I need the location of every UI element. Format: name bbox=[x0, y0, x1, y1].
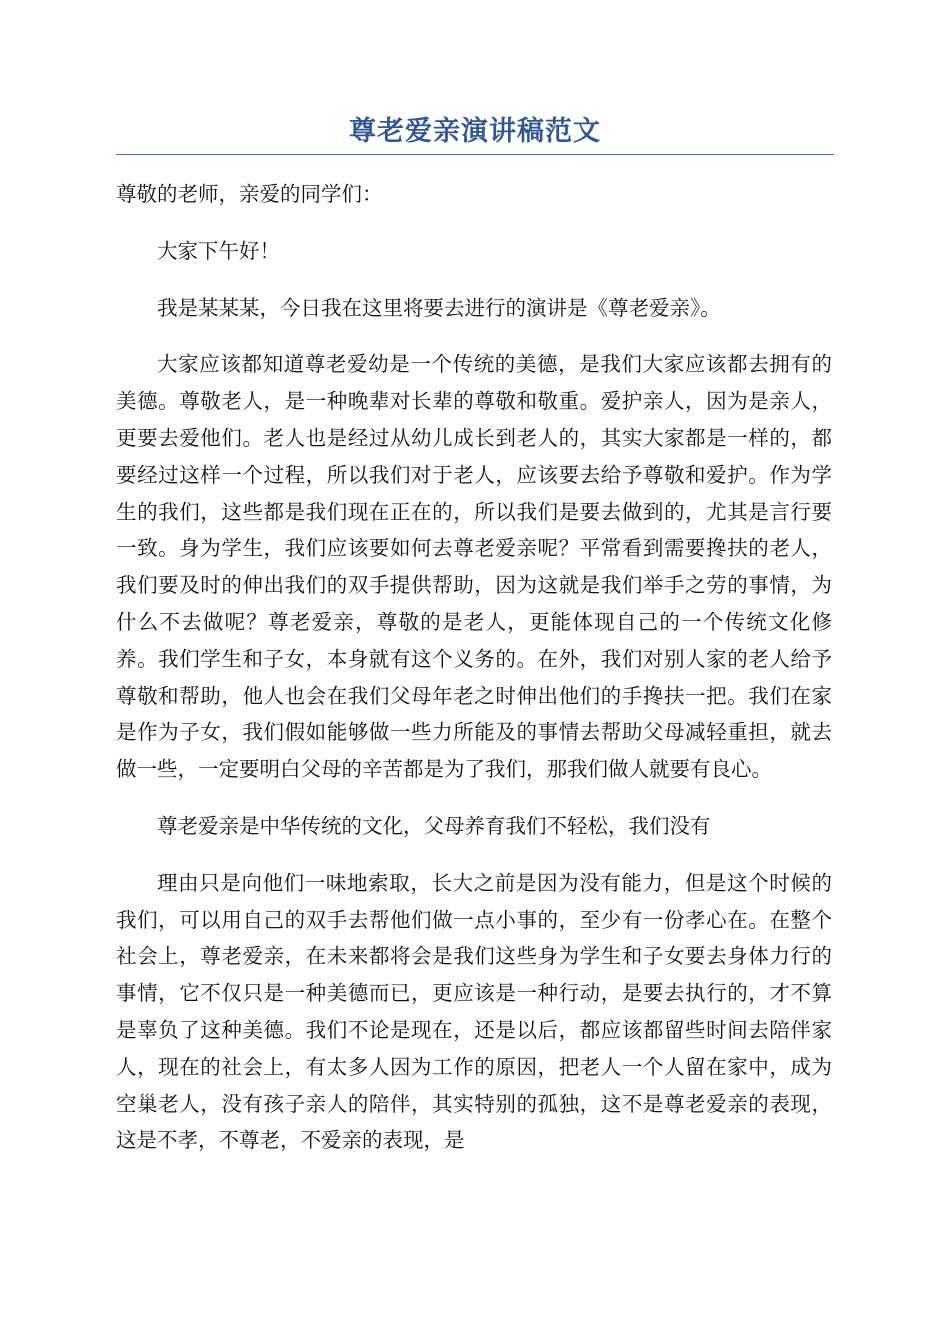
body-paragraph: 大家应该都知道尊老爱幼是一个传统的美德，是我们大家应该都去拥有的美德。尊敬老人，是一种晚辈对长辈的尊敬和敬重。爱护亲人，因为是亲人，更要去爱他们。老人也是经过从幼儿成长到老人的，其实大家都是一样的，都要经过这样一个过程，所以我们对于老人，应该要去给予尊敬和爱护。作为学生的我们，这些都是我们现在正在的，所以我们是要去做到的，尤其是言行要一致。身为学生，我们应该要如何去尊老爱亲呢？平常看到需要搀扶的老人，我们要及时的伸出我们的双手提供帮助，因为这就是我们举手之劳的事情，为什么不去做呢？尊老爱亲，尊敬的是老人，更能体现自己的一个传统文化修养。我们学生和子女，本身就有这个义务的。在外，我们对别人家的老人给予尊敬和帮助，他人也会在我们父母年老之时伸出他们的手搀扶一把。我们在家是作为子女，我们假如能够做一些力所能及的事情去帮助父母减轻重担，就去做一些，一定要明白父母的辛苦都是为了我们，那我们做人就要有良心。 bbox=[116, 352, 832, 782]
body-paragraph: 理由只是向他们一味地索取，长大之前是因为没有能力，但是这个时候的我们，可以用自己的双手去帮他们做一点小事的，至少有一份孝心在。在整个社会上，尊老爱亲，在未来都将会是我们这些身为学生和子女要去身体力行的事情，它不仅只是一种美德而已，更应该是一种行动，是要去执行的，才不算是辜负了这种美德。我们不论是现在，还是以后，都应该都留些时间去陪伴家人，现在的社会上，有太多人因为工作的原因，把老人一个人留在家中，成为空巢老人，没有孩子亲人的陪伴，其实特别的孤独，这不是尊老爱亲的表现，这是不孝，不尊老，不爱亲的表现，是 bbox=[116, 870, 832, 1153]
document-body bbox=[116, 176, 832, 1159]
introduction: 我是某某某，今日我在这里将要去进行的演讲是《尊老爱亲》。 bbox=[157, 295, 721, 320]
salutation: 尊敬的老师，亲爱的同学们： bbox=[116, 182, 383, 206]
document-title: 尊老爱亲演讲稿范文 bbox=[349, 116, 601, 147]
greeting: 大家下午好！ bbox=[157, 238, 280, 263]
body-paragraph: 尊老爱亲是中华传统的文化，父母养育我们不轻松，我们没有 bbox=[157, 813, 711, 838]
title-underline bbox=[116, 154, 834, 155]
